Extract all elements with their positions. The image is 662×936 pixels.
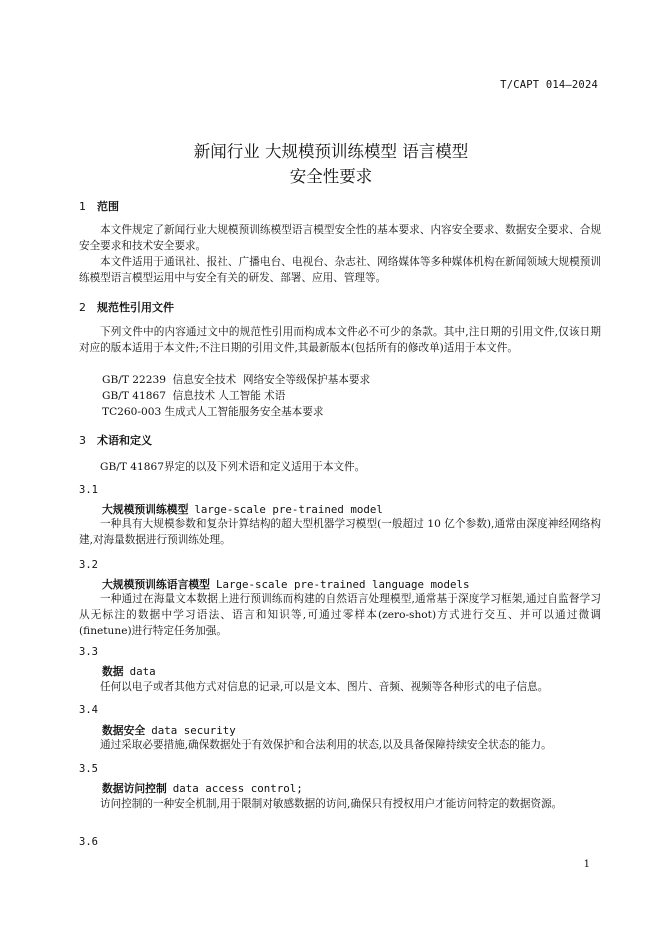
section-title: 术语和定义 xyxy=(97,434,152,447)
reference-item: GB/T 22239 信息安全技术 网络安全等级保护基本要求 xyxy=(102,374,371,386)
reference-item: GB/T 41867 信息技术 人工智能 术语 xyxy=(102,390,286,402)
references-intro xyxy=(79,324,601,356)
term-definition xyxy=(79,796,601,812)
term-definition xyxy=(79,679,601,695)
term-definition xyxy=(79,737,601,753)
section-number: 2 xyxy=(79,301,86,314)
term-number: 3.3 xyxy=(79,646,98,658)
section-heading-scope xyxy=(79,198,119,214)
section-title: 规范性引用文件 xyxy=(97,301,174,314)
term-name-en: large-scale pre-trained model xyxy=(194,503,383,516)
term-name xyxy=(102,502,383,517)
term-name-zh: 数据访问控制 xyxy=(102,782,167,795)
term-name-zh: 大规模预训练语言模型 xyxy=(102,578,210,591)
term-name-en: data security xyxy=(151,724,236,737)
reference-item: TC260-003 生成式人工智能服务安全基本要求 xyxy=(102,406,324,418)
term-definition-text: 任何以电子或者其他方式对信息的记录,可以是文本、图片、音频、视频等各种形式的电子信息。 xyxy=(100,681,549,693)
section-number: 3 xyxy=(79,434,86,447)
term-name-en: data xyxy=(129,665,156,678)
scope-paragraph-2: 本文件适用于通讯社、报社、广播电台、电视台、杂志社、网络媒体等多种媒体机构在新闻领域大规模预训练模型语言模型运用中与安全有关的研发、部署、应用、管理等。 xyxy=(79,256,601,284)
section-title: 范围 xyxy=(97,200,119,213)
term-name-en: data access control; xyxy=(172,782,303,795)
term-name-zh: 大规模预训练模型 xyxy=(102,503,189,516)
term-name-en: Large-scale pre-trained language models xyxy=(215,578,470,591)
section-heading-terms xyxy=(79,432,152,448)
references-paragraph: 下列文件中的内容通过文中的规范性引用而构成本文件必不可少的条款。其中,注日期的引用文件,仅该日期对应的版本适用于本文件;不注日期的引用文件,其最新版本(包括所有的修改单)适用于本文件。 xyxy=(79,326,601,354)
term-name xyxy=(102,781,303,796)
section-heading-normative-references xyxy=(79,299,174,315)
standard-code: T/CAPT 014—2024 xyxy=(500,79,598,91)
term-number: 3.4 xyxy=(79,704,98,716)
term-name xyxy=(102,577,469,592)
scope-paragraphs xyxy=(79,222,601,286)
document-title-line1: 新闻行业 大规模预训练模型 语言模型 xyxy=(193,142,469,161)
term-name xyxy=(102,664,156,679)
scope-paragraph-1: 本文件规定了新闻行业大规模预训练模型语言模型安全性的基本要求、内容安全要求、数据安全要求、合规安全要求和技术安全要求。 xyxy=(79,224,601,252)
page-number: 1 xyxy=(583,859,590,870)
document-title-line2: 安全性要求 xyxy=(289,167,373,186)
term-definition-text: 访问控制的一种安全机制,用于限制对敏感数据的访问,确保只有授权用户才能访问特定的数据资源。 xyxy=(100,798,563,810)
term-number: 3.5 xyxy=(79,763,98,775)
term-number: 3.6 xyxy=(79,836,98,848)
terms-intro xyxy=(79,459,601,475)
term-number: 3.2 xyxy=(79,559,98,571)
term-definition-text: 一种通过在海量文本数据上进行预训练而构建的自然语言处理模型,通常基于深度学习框架,通过自监督学习从无标注的数据中学习语法、语言和知识等,可通过零样本(zero-shot)方式进行交互、并可以通过微调(finetune)进行特定任务加强。 xyxy=(79,593,601,637)
term-definition-text: 一种具有大规模参数和复杂计算结构的超大型机器学习模型(一般超过 10 亿个参数),通常由深度神经网络构建,对海量数据进行预训练处理。 xyxy=(79,518,601,546)
term-name-zh: 数据安全 xyxy=(102,724,146,737)
section-number: 1 xyxy=(79,200,86,213)
term-definition xyxy=(79,591,601,639)
term-name-zh: 数据 xyxy=(102,665,124,678)
term-definition-text: 通过采取必要措施,确保数据处于有效保护和合法利用的状态,以及具备保障持续安全状态的能力。 xyxy=(100,739,552,751)
term-name xyxy=(102,723,236,738)
terms-intro-paragraph: GB/T 41867界定的以及下列术语和定义适用于本文件。 xyxy=(100,461,366,473)
term-number: 3.1 xyxy=(79,484,98,496)
term-definition xyxy=(79,516,601,548)
